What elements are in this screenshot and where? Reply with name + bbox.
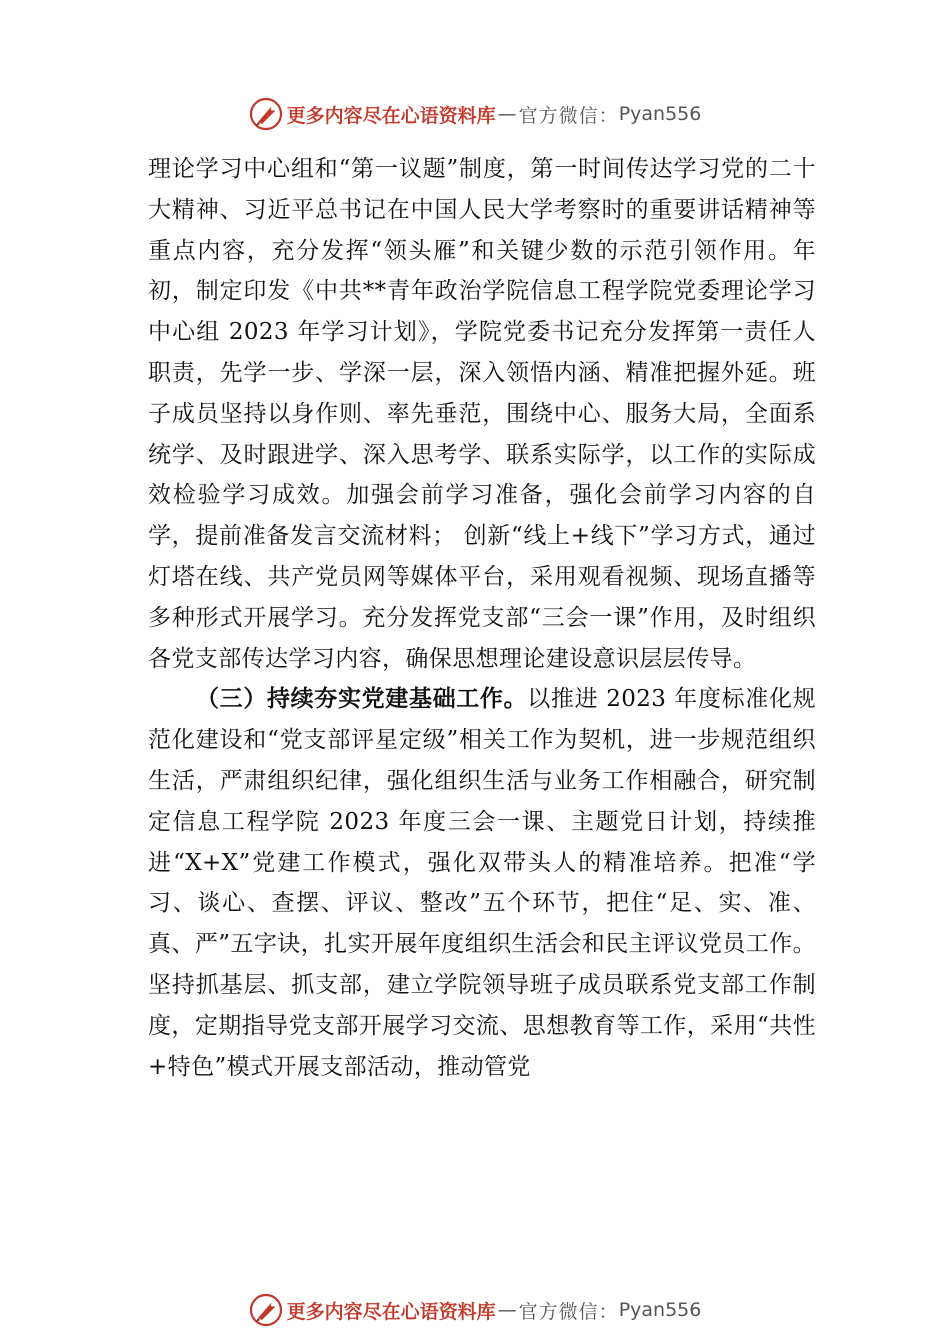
footer-banner [0, 1290, 950, 1330]
paragraph-party-foundation [148, 679, 816, 1087]
document-body [148, 149, 816, 1087]
banner-dash: — [497, 1299, 517, 1321]
banner-wechat-label: 官方微信： [518, 1300, 619, 1323]
banner-site-name: 更多内容尽在心语资料库 [286, 104, 496, 127]
banner-wechat-label: 官方微信： [518, 104, 619, 127]
banner-wechat-id: Pyan556 [618, 1299, 702, 1321]
section-heading: （三）持续夯实党建基础工作。 [196, 685, 528, 713]
section-body: 以推进 2023 年度标准化规范化建设和“党支部评星定级”相关工作为契机，进一步规范组织生活，严肃组织纪律，强化组织生活与业务工作相融合，研究制定信息工程学院 2023 年度三会一课、主题党日计划，持续推进“X+X”党建工作模式，强化双带头人的精准培养。把准“学习、谈心、查摆、评议、整改”五个环节，把住“足、实、准、真、严”五字诀，扎实开展年度组织生活会和民主评议党员工作。坚持抓基层、抓支部，建立学院领导班子成员联系党支部工作制度，定期指导党支部开展学习交流、思想教育等工作，采用“共性+特色”模式开展支部活动，推动管党 [148, 686, 817, 1080]
banner-wechat-id: Pyan556 [618, 103, 702, 125]
header-banner [0, 94, 950, 134]
pen-nib-logo-icon [249, 97, 283, 131]
banner-dash: — [497, 103, 517, 125]
paragraph-study-system: 理论学习中心组和“第一议题”制度，第一时间传达学习党的二十大精神、习近平总书记在中国人民大学考察时的重要讲话精神等重点内容，充分发挥“领头雁”和关键少数的示范引领作用。年初，制定印发《中共**青年政治学院信息工程学院党委理论学习中心组 2023 年学习计划》，学院党委书记充分发挥第一责任人职责，先学一步、学深一层，深入领悟内涵、精准把握外延。班子成员坚持以身作则、率先垂范，围绕中心、服务大局，全面系统学、及时跟进学、深入思考学、联系实际学，以工作的实际成效检验学习成效。加强会前学习准备，强化会前学习内容的自学，提前准备发言交流材料； 创新“线上+线下”学习方式，通过灯塔在线、共产党员网等媒体平台，采用观看视频、现场直播等多种形式开展学习。充分发挥党支部“三会一课”作用，及时组织各党支部传达学习内容，确保思想理论建设意识层层传导。 [148, 156, 816, 672]
banner-site-name: 更多内容尽在心语资料库 [286, 1300, 496, 1323]
pen-nib-logo-icon [249, 1293, 283, 1327]
